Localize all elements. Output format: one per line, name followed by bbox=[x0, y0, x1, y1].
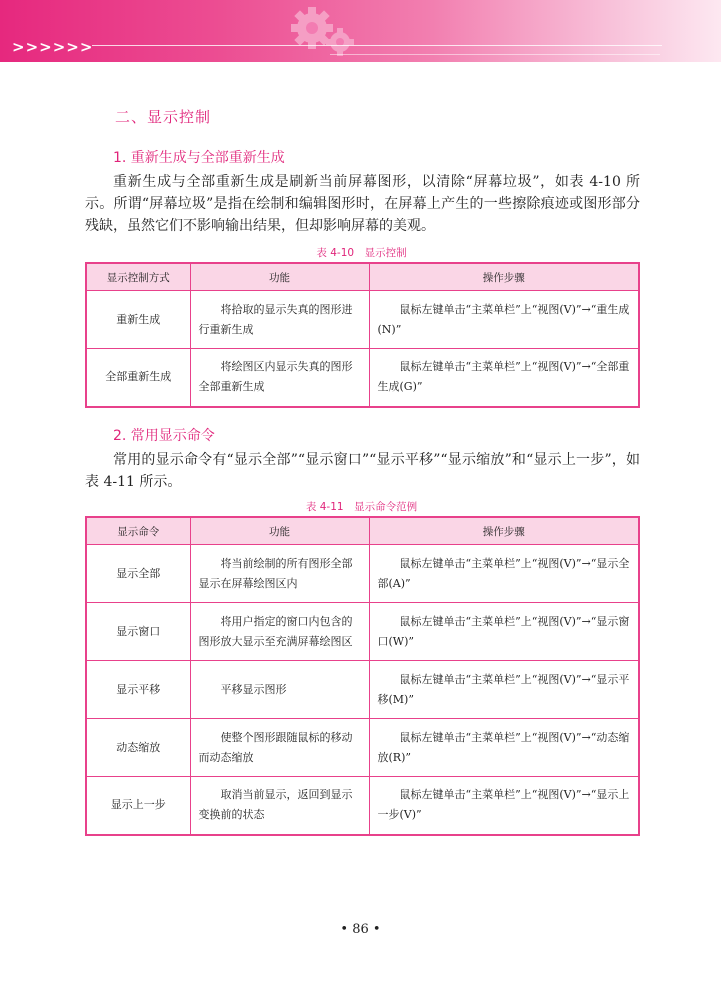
table-row bbox=[86, 545, 639, 603]
column-header: 功能 bbox=[190, 263, 369, 291]
table-header-row bbox=[86, 263, 639, 291]
header-rule bbox=[92, 45, 662, 46]
table-cell: 动态缩放 bbox=[86, 719, 190, 777]
table-row bbox=[86, 719, 639, 777]
table-cell: 显示上一步 bbox=[86, 777, 190, 835]
section-heading: 二、显示控制 bbox=[115, 108, 212, 126]
column-header: 操作步骤 bbox=[369, 517, 639, 545]
table-header-row bbox=[86, 517, 639, 545]
table-4-10 bbox=[85, 262, 640, 408]
column-header: 功能 bbox=[190, 517, 369, 545]
header-banner bbox=[0, 0, 721, 62]
table-cell: 鼠标左键单击“主菜单栏”上“视图(V)”→“显示全部(A)” bbox=[369, 545, 639, 603]
table-row bbox=[86, 603, 639, 661]
table-cell: 将绘图区内显示失真的图形全部重新生成 bbox=[190, 349, 369, 407]
table-caption-4-10: 表 4-10 显示控制 bbox=[316, 247, 407, 259]
column-header: 操作步骤 bbox=[369, 263, 639, 291]
table-cell: 将当前绘制的所有图形全部显示在屏幕绘图区内 bbox=[190, 545, 369, 603]
subsection-heading-1: 1. 重新生成与全部重新生成 bbox=[113, 150, 285, 166]
table-cell: 鼠标左键单击“主菜单栏”上“视图(V)”→“显示上一步(V)” bbox=[369, 777, 639, 835]
table-cell: 鼠标左键单击“主菜单栏”上“视图(V)”→“显示平移(M)” bbox=[369, 661, 639, 719]
table-cell: 取消当前显示，返回到显示变换前的状态 bbox=[190, 777, 369, 835]
table-row bbox=[86, 349, 639, 407]
paragraph-2: 常用的显示命令有“显示全部”“显示窗口”“显示平移”“显示缩放”和“显示上一步”，如表 4-11 所示。 bbox=[85, 452, 640, 490]
header-arrows: >>>>>> bbox=[12, 38, 94, 56]
table-4-11 bbox=[85, 516, 640, 836]
table-cell: 鼠标左键单击“主菜单栏”上“视图(V)”→“重生成(N)” bbox=[369, 291, 639, 349]
table-cell: 将用户指定的窗口内包含的图形放大显示至充满屏幕绘图区 bbox=[190, 603, 369, 661]
table-cell: 显示全部 bbox=[86, 545, 190, 603]
table-cell: 显示窗口 bbox=[86, 603, 190, 661]
page-number: • 86 • bbox=[340, 922, 381, 937]
gear-icon bbox=[272, 2, 362, 60]
column-header: 显示命令 bbox=[86, 517, 190, 545]
table-cell: 重新生成 bbox=[86, 291, 190, 349]
subsection-heading-2: 2. 常用显示命令 bbox=[113, 428, 215, 444]
table-caption-4-11: 表 4-11 显示命令范例 bbox=[305, 501, 418, 513]
table-cell: 将拾取的显示失真的图形进行重新生成 bbox=[190, 291, 369, 349]
table-cell: 显示平移 bbox=[86, 661, 190, 719]
paragraph-1: 重新生成与全部重新生成是刷新当前屏幕图形，以清除“屏幕垃圾”，如表 4-10 所示。所谓“屏幕垃圾”是指在绘制和编辑图形时，在屏幕上产生的一些擦除痕迹或图形部分残缺，虽然它们不影响输出结果，但却影响屏幕的美观。 bbox=[85, 174, 640, 234]
table-cell: 全部重新生成 bbox=[86, 349, 190, 407]
table-cell: 鼠标左键单击“主菜单栏”上“视图(V)”→“动态缩放(R)” bbox=[369, 719, 639, 777]
column-header: 显示控制方式 bbox=[86, 263, 190, 291]
table-cell: 鼠标左键单击“主菜单栏”上“视图(V)”→“全部重生成(G)” bbox=[369, 349, 639, 407]
table-row bbox=[86, 661, 639, 719]
header-rule-secondary bbox=[330, 54, 660, 55]
table-cell: 鼠标左键单击“主菜单栏”上“视图(V)”→“显示窗口(W)” bbox=[369, 603, 639, 661]
table-cell: 平移显示图形 bbox=[190, 661, 369, 719]
table-row bbox=[86, 777, 639, 835]
table-row bbox=[86, 291, 639, 349]
table-cell: 使整个图形跟随鼠标的移动而动态缩放 bbox=[190, 719, 369, 777]
